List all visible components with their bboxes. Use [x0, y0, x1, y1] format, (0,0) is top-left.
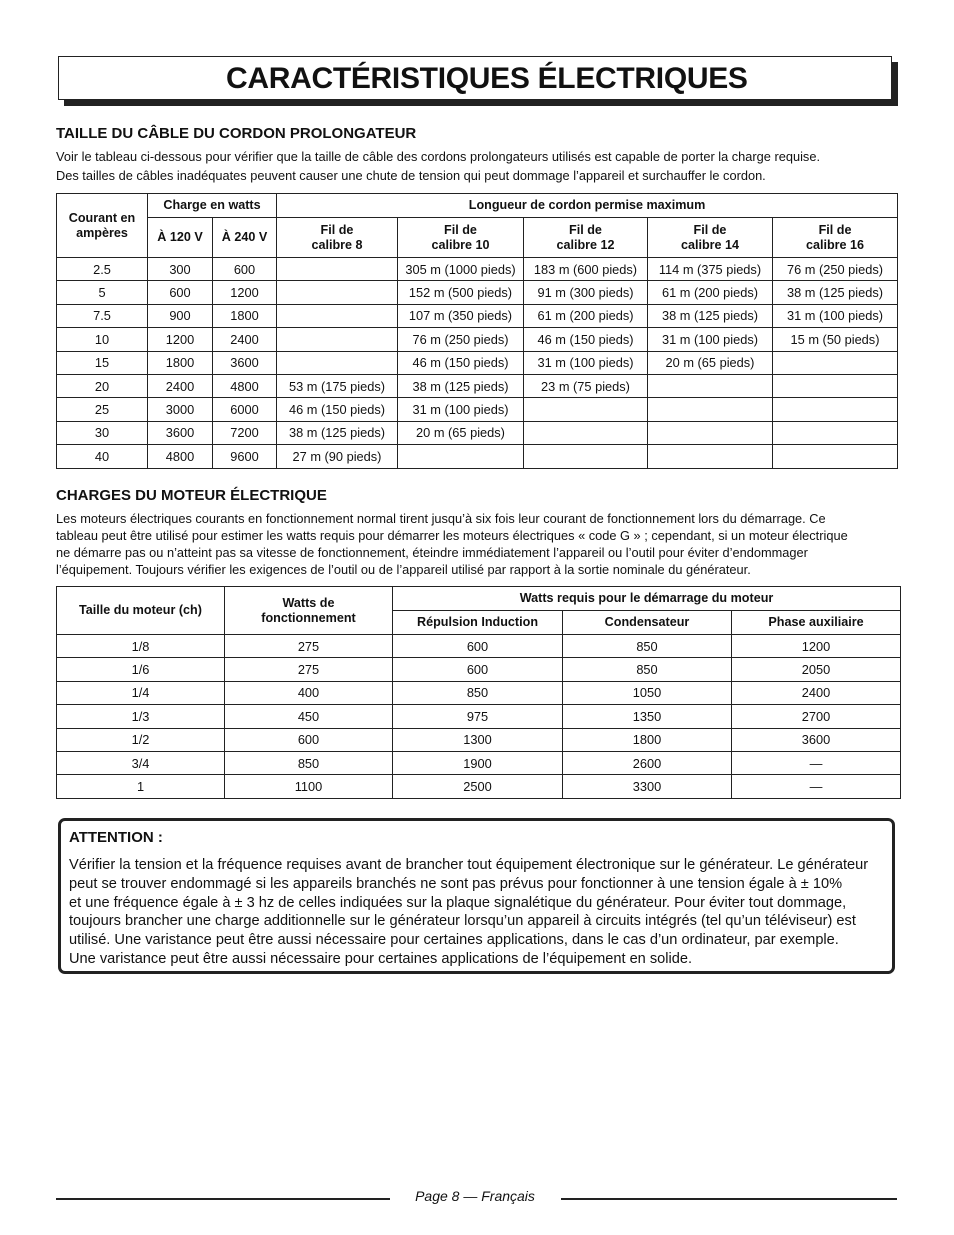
cord-table-cell [648, 445, 773, 468]
section2-intro-line: tableau peut être utilisé pour estimer les watts requis pour démarrer les moteurs électriques « code G » ; cependant, si un moteur électrique [56, 528, 848, 543]
section1-heading: TAILLE DU CÂBLE DU CORDON PROLONGATEUR [56, 125, 417, 142]
cord-table-cell: 38 m (125 pieds) [398, 374, 524, 397]
header-amps: Courant en ampères [57, 194, 148, 258]
header-gauge-16: Fil de calibre 16 [773, 218, 898, 258]
motor-table-cell: 1200 [732, 635, 901, 658]
header-gauge-8: Fil de calibre 8 [277, 218, 398, 258]
motor-table-cell: 2050 [732, 658, 901, 681]
cord-table-cell [773, 351, 898, 374]
cord-table-cell [277, 304, 398, 327]
table-row [57, 445, 898, 468]
motor-table-cell: 600 [225, 728, 393, 751]
cord-table-cell: 27 m (90 pieds) [277, 445, 398, 468]
motor-table-cell: 3600 [732, 728, 901, 751]
page-title: CARACTÉRISTIQUES ÉLECTRIQUES [226, 62, 748, 95]
table-row [57, 374, 898, 397]
motor-table-cell: 2600 [563, 751, 732, 774]
cord-table-cell: 4800 [213, 374, 277, 397]
motor-table-cell: 1/6 [57, 658, 225, 681]
motor-table-cell: 600 [393, 658, 563, 681]
cord-table-cell [773, 421, 898, 444]
page-title-box [58, 56, 892, 100]
motor-table-cell: 275 [225, 635, 393, 658]
cord-table-cell: 53 m (175 pieds) [277, 374, 398, 397]
motor-table-cell: 2700 [732, 705, 901, 728]
cord-table-cell [524, 398, 648, 421]
header-running-watts: Watts de fonctionnement [225, 587, 393, 635]
cord-table-cell: 2.5 [57, 258, 148, 281]
table-row [57, 304, 898, 327]
cord-table-cell: 152 m (500 pieds) [398, 281, 524, 304]
cord-table-cell: 61 m (200 pieds) [648, 281, 773, 304]
motor-table-cell: 850 [225, 751, 393, 774]
header-240v: À 240 V [213, 218, 277, 258]
header-capacitor: Condensateur [563, 611, 732, 635]
motor-table-cell: 1050 [563, 681, 732, 704]
motor-table-cell: 275 [225, 658, 393, 681]
cord-table-cell: 23 m (75 pieds) [524, 374, 648, 397]
footer-rule-left [56, 1198, 390, 1200]
extension-cord-table [56, 193, 898, 469]
motor-table-cell: 1/8 [57, 635, 225, 658]
cord-table-cell: 38 m (125 pieds) [277, 421, 398, 444]
cord-table-cell: 38 m (125 pieds) [648, 304, 773, 327]
cord-table-cell: 600 [213, 258, 277, 281]
cord-table-cell: 1200 [213, 281, 277, 304]
section2-intro-line: Les moteurs électriques courants en fonctionnement normal tirent jusqu’à six fois leur courant de fonctionnement lors du démarrage. Ce [56, 511, 826, 526]
cord-table-cell [277, 328, 398, 351]
cord-table-cell: 76 m (250 pieds) [773, 258, 898, 281]
motor-load-table [56, 586, 901, 799]
warning-line: et une fréquence égale à ± 3 hz de celles indiquées sur la plaque signalétique du générateur. Pour éviter tout dommage, [69, 894, 847, 911]
cord-table-cell [524, 445, 648, 468]
cord-table-cell: 20 [57, 374, 148, 397]
warning-line: peut se trouver endommagé si les appareils branchés ne sont pas prévus pour fonctionner à une tension égale à ± 10% [69, 875, 843, 892]
cord-table-cell: 61 m (200 pieds) [524, 304, 648, 327]
header-split-phase: Phase auxiliaire [732, 611, 901, 635]
cord-table-cell: 4800 [148, 445, 213, 468]
cord-table-cell: 46 m (150 pieds) [524, 328, 648, 351]
motor-table-cell: 1350 [563, 705, 732, 728]
cord-table-cell [648, 398, 773, 421]
motor-table-cell: 850 [563, 635, 732, 658]
footer-rule-right [561, 1198, 897, 1200]
table-row [57, 351, 898, 374]
cord-table-cell: 3000 [148, 398, 213, 421]
cord-table-cell: 20 m (65 pieds) [648, 351, 773, 374]
cord-table-cell: 10 [57, 328, 148, 351]
motor-table-cell: 450 [225, 705, 393, 728]
header-length: Longueur de cordon permise maximum [277, 194, 898, 218]
table-row [57, 681, 901, 704]
header-gauge-10: Fil de calibre 10 [398, 218, 524, 258]
cord-table-cell [277, 258, 398, 281]
motor-table-cell: — [732, 751, 901, 774]
warning-body [69, 856, 889, 969]
cord-table-cell [773, 445, 898, 468]
cord-table-cell: 31 m (100 pieds) [648, 328, 773, 351]
cord-table-cell: 25 [57, 398, 148, 421]
cord-table-cell: 15 m (50 pieds) [773, 328, 898, 351]
cord-table-cell: 38 m (125 pieds) [773, 281, 898, 304]
cord-table-cell [648, 374, 773, 397]
section2-heading: CHARGES DU MOTEUR ÉLECTRIQUE [56, 487, 327, 504]
motor-table-cell: 3300 [563, 775, 732, 798]
cord-table-cell [398, 445, 524, 468]
header-gauge-12: Fil de calibre 12 [524, 218, 648, 258]
header-starting-watts: Watts requis pour le démarrage du moteur [393, 587, 901, 611]
cord-table-cell: 5 [57, 281, 148, 304]
motor-table-cell: 1800 [563, 728, 732, 751]
cord-table-cell: 600 [148, 281, 213, 304]
table-row [57, 658, 901, 681]
cord-table-cell: 2400 [213, 328, 277, 351]
cord-table-cell: 6000 [213, 398, 277, 421]
motor-table-cell: 2500 [393, 775, 563, 798]
motor-table-cell: 1 [57, 775, 225, 798]
cord-table-cell: 40 [57, 445, 148, 468]
cord-table-cell: 9600 [213, 445, 277, 468]
cord-table-cell: 305 m (1000 pieds) [398, 258, 524, 281]
cord-table-cell: 3600 [213, 351, 277, 374]
cord-table-cell: 300 [148, 258, 213, 281]
motor-table-cell: 400 [225, 681, 393, 704]
cord-table-cell: 31 m (100 pieds) [773, 304, 898, 327]
motor-table-cell: 2400 [732, 681, 901, 704]
section2-intro-line: l’équipement. Toujours vérifier les exigences de l’outil ou de l’appareil utilisé par rapport à la sortie nominale du générateur. [56, 562, 751, 577]
cord-table-cell [773, 398, 898, 421]
cord-table-cell [648, 421, 773, 444]
warning-line: Vérifier la tension et la fréquence requises avant de brancher tout équipement électronique sur le générateur. Le générateur [69, 857, 869, 873]
section1-intro-2: Des tailles de câbles inadéquates peuvent causer une chute de tension qui peut dommage l’appareil et surchauffer le cordon. [56, 168, 766, 183]
motor-table-cell: 1/2 [57, 728, 225, 751]
motor-table-cell: 1/4 [57, 681, 225, 704]
cord-table-cell: 2400 [148, 374, 213, 397]
table-row [57, 281, 898, 304]
motor-table-cell: 850 [393, 681, 563, 704]
table-row [57, 635, 901, 658]
header-motor-size: Taille du moteur (ch) [57, 587, 225, 635]
cord-table-cell: 76 m (250 pieds) [398, 328, 524, 351]
header-watts: Charge en watts [148, 194, 277, 218]
cord-table-cell: 1800 [148, 351, 213, 374]
cord-table-cell: 20 m (65 pieds) [398, 421, 524, 444]
cord-table-cell: 1200 [148, 328, 213, 351]
cord-table-cell: 46 m (150 pieds) [277, 398, 398, 421]
table-row [57, 258, 898, 281]
table-row [57, 421, 898, 444]
cord-table-cell [277, 351, 398, 374]
motor-table-cell: 1300 [393, 728, 563, 751]
cord-table-cell: 15 [57, 351, 148, 374]
section1-intro-1: Voir le tableau ci-dessous pour vérifier que la taille de câble des cordons prolongateurs utilisés est capable de porter la charge requise. [56, 149, 820, 164]
cord-table-cell [773, 374, 898, 397]
cord-table-cell: 7200 [213, 421, 277, 444]
cord-table-cell [277, 281, 398, 304]
table-row [57, 328, 898, 351]
header-repulsion-induction: Répulsion Induction [393, 611, 563, 635]
cord-table-cell: 30 [57, 421, 148, 444]
motor-table-cell: 1900 [393, 751, 563, 774]
cord-table-cell: 46 m (150 pieds) [398, 351, 524, 374]
header-gauge-14: Fil de calibre 14 [648, 218, 773, 258]
cord-table-cell: 3600 [148, 421, 213, 444]
table-row [57, 398, 898, 421]
motor-table-cell: 850 [563, 658, 732, 681]
table-row [57, 751, 901, 774]
warning-line: utilisé. Une varistance peut être aussi nécessaire pour certaines applications, dans le cas d’un ordinateur, par exemple. [69, 932, 839, 949]
cord-table-cell [524, 421, 648, 444]
cord-table-cell: 183 m (600 pieds) [524, 258, 648, 281]
cord-table-cell: 7.5 [57, 304, 148, 327]
motor-table-cell: 1/3 [57, 705, 225, 728]
cord-table-cell: 31 m (100 pieds) [398, 398, 524, 421]
table-row [57, 728, 901, 751]
table-row [57, 705, 901, 728]
footer-page-label: Page 8 — Français [415, 1188, 535, 1204]
motor-table-cell: 3/4 [57, 751, 225, 774]
warning-box [58, 818, 895, 974]
cord-table-cell: 114 m (375 pieds) [648, 258, 773, 281]
section2-intro [56, 510, 916, 578]
cord-table-cell: 31 m (100 pieds) [524, 351, 648, 374]
header-120v: À 120 V [148, 218, 213, 258]
cord-table-cell: 91 m (300 pieds) [524, 281, 648, 304]
warning-line: toujours brancher une charge additionnelle sur le générateur lorsqu’un appareil à circuits intégrés (tel qu’un téléviseur) est [69, 913, 856, 930]
cord-table-cell: 1800 [213, 304, 277, 327]
motor-table-cell: 600 [393, 635, 563, 658]
warning-title: ATTENTION : [69, 829, 163, 846]
motor-table-cell: 1100 [225, 775, 393, 798]
table-row [57, 775, 901, 798]
motor-table-cell: 975 [393, 705, 563, 728]
warning-line: Une varistance peut être aussi nécessaire pour certaines applications de l’équipement en solide. [69, 950, 693, 967]
cord-table-cell: 107 m (350 pieds) [398, 304, 524, 327]
section2-intro-line: ne démarre pas ou n’atteint pas sa vitesse de fonctionnement, éteindre immédiatement l’appareil ou l’outil pour éviter d’endommager [56, 545, 808, 560]
motor-table-cell: — [732, 775, 901, 798]
cord-table-cell: 900 [148, 304, 213, 327]
